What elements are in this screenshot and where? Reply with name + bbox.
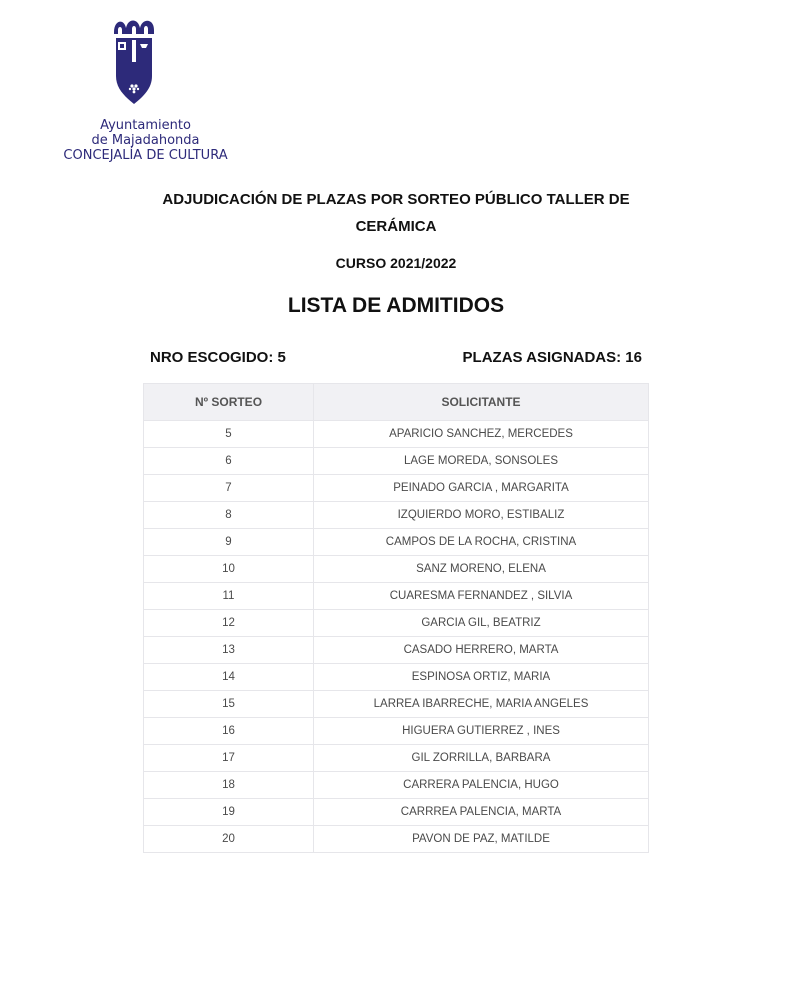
- cell-solicitante: HIGUERA GUTIERREZ , INES: [314, 718, 649, 745]
- logo-line-3: CONCEJALÍA DE CULTURA: [63, 148, 228, 163]
- cell-sorteo: 17: [144, 745, 314, 772]
- document-title: [140, 186, 652, 240]
- table-row: [144, 610, 649, 637]
- title-line-2: CERÁMICA: [355, 218, 437, 235]
- cell-sorteo: 16: [144, 718, 314, 745]
- cell-sorteo: 12: [144, 610, 314, 637]
- majadahonda-logo: [58, 14, 233, 166]
- table-row: [144, 583, 649, 610]
- coat-of-arms-icon: [110, 14, 158, 106]
- table-row: [144, 475, 649, 502]
- table-row: [144, 637, 649, 664]
- cell-solicitante: PAVON DE PAZ, MATILDE: [314, 826, 649, 853]
- cell-sorteo: 9: [144, 529, 314, 556]
- cell-solicitante: CASADO HERRERO, MARTA: [314, 637, 649, 664]
- course-year: CURSO 2021/2022: [335, 255, 457, 271]
- cell-sorteo: 8: [144, 502, 314, 529]
- cell-solicitante: PEINADO GARCIA , MARGARITA: [314, 475, 649, 502]
- logo-line-1: Ayuntamiento: [100, 118, 191, 133]
- cell-solicitante: APARICIO SANCHEZ, MERCEDES: [314, 421, 649, 448]
- cell-sorteo: 10: [144, 556, 314, 583]
- cell-solicitante: SANZ MORENO, ELENA: [314, 556, 649, 583]
- table-row: [144, 799, 649, 826]
- cell-solicitante: CAMPOS DE LA ROCHA, CRISTINA: [314, 529, 649, 556]
- cell-sorteo: 14: [144, 664, 314, 691]
- table-row: [144, 556, 649, 583]
- header-sorteo: Nº SORTEO: [144, 384, 314, 421]
- cell-solicitante: GARCIA GIL, BEATRIZ: [314, 610, 649, 637]
- cell-solicitante: LARREA IBARRECHE, MARIA ANGELES: [314, 691, 649, 718]
- table-row: [144, 529, 649, 556]
- title-line-1: ADJUDICACIÓN DE PLAZAS POR SORTEO PÚBLICO TALLER DE: [162, 191, 630, 208]
- cell-sorteo: 7: [144, 475, 314, 502]
- table-row: [144, 421, 649, 448]
- cell-sorteo: 5: [144, 421, 314, 448]
- table-row: [144, 718, 649, 745]
- cell-solicitante: ESPINOSA ORTIZ, MARIA: [314, 664, 649, 691]
- table-row: [144, 691, 649, 718]
- cell-solicitante: CARRERA PALENCIA, HUGO: [314, 772, 649, 799]
- cell-solicitante: CUARESMA FERNANDEZ , SILVIA: [314, 583, 649, 610]
- cell-sorteo: 15: [144, 691, 314, 718]
- list-heading: LISTA DE ADMITIDOS: [287, 294, 505, 317]
- cell-sorteo: 18: [144, 772, 314, 799]
- table-header-row: [144, 384, 649, 421]
- table-row: [144, 826, 649, 853]
- table-row: [144, 772, 649, 799]
- cell-sorteo: 6: [144, 448, 314, 475]
- cell-sorteo: 13: [144, 637, 314, 664]
- cell-solicitante: GIL ZORRILLA, BARBARA: [314, 745, 649, 772]
- cell-sorteo: 20: [144, 826, 314, 853]
- cell-solicitante: IZQUIERDO MORO, ESTIBALIZ: [314, 502, 649, 529]
- table-row: [144, 745, 649, 772]
- header-solicitante: SOLICITANTE: [314, 384, 649, 421]
- cell-sorteo: 19: [144, 799, 314, 826]
- plazas-asignadas: PLAZAS ASIGNADAS: 16: [462, 349, 642, 366]
- table-row: [144, 664, 649, 691]
- nro-escogido: NRO ESCOGIDO: 5: [150, 349, 286, 366]
- cell-solicitante: LAGE MOREDA, SONSOLES: [314, 448, 649, 475]
- table-row: [144, 502, 649, 529]
- admitted-table: [143, 383, 649, 853]
- logo-line-2: de Majadahonda: [91, 133, 200, 148]
- cell-sorteo: 11: [144, 583, 314, 610]
- table-row: [144, 448, 649, 475]
- cell-solicitante: CARRREA PALENCIA, MARTA: [314, 799, 649, 826]
